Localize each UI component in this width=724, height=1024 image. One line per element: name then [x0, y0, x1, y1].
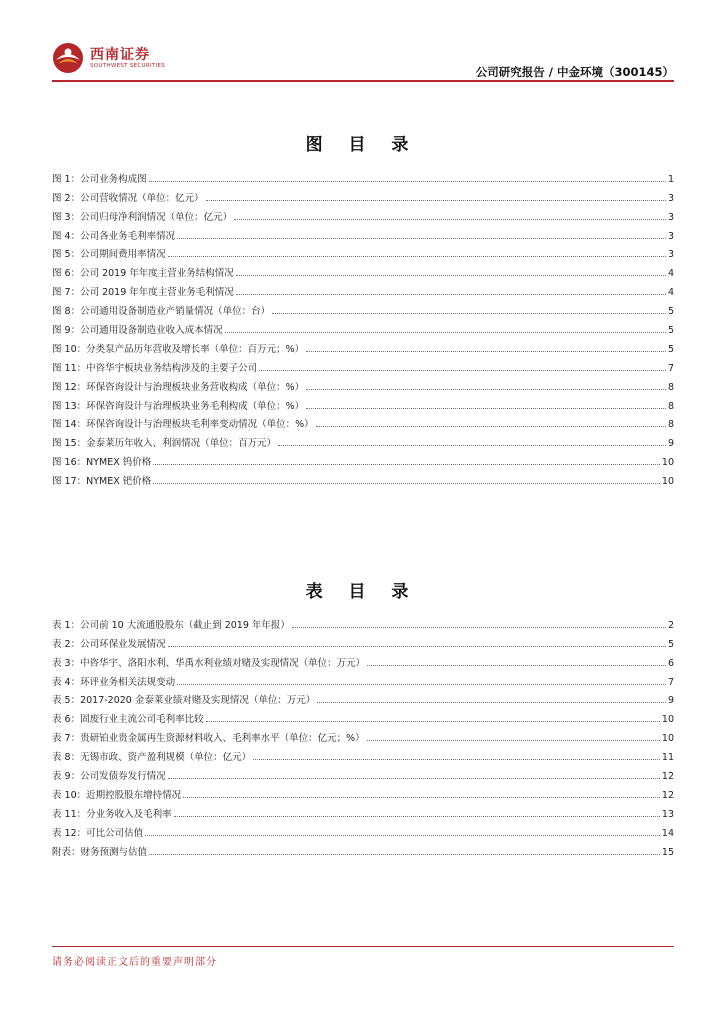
toc-entry[interactable]	[52, 449, 674, 468]
toc-leader-dots	[236, 274, 666, 276]
toc-entry[interactable]	[52, 706, 674, 725]
toc-leader-dots	[236, 293, 666, 295]
toc-leader-dots	[306, 407, 666, 409]
toc-leader-dots	[149, 853, 660, 855]
toc-entry-page: 9	[667, 438, 674, 450]
toc-entry[interactable]	[52, 669, 674, 688]
toc-entry-page: 10	[661, 733, 674, 745]
footer-disclaimer: 请务必阅读正文后的重要声明部分	[52, 957, 217, 968]
toc-entry[interactable]	[52, 839, 674, 858]
toc-entry[interactable]	[52, 317, 674, 336]
toc-entry[interactable]	[52, 820, 674, 839]
tables-toc-list	[52, 612, 674, 858]
toc-leader-dots	[316, 425, 666, 427]
toc-entry[interactable]	[52, 688, 674, 707]
toc-leader-dots	[145, 834, 660, 836]
figures-toc-title: 图 目 录	[305, 135, 419, 155]
toc-entry-page: 3	[667, 230, 674, 242]
toc-entry-page: 7	[667, 362, 674, 374]
toc-entry-label: 图 12：环保咨询设计与治理板块业务营收构成（单位：%）	[52, 381, 305, 393]
toc-leader-dots	[367, 664, 666, 666]
toc-entry[interactable]	[52, 260, 674, 279]
toc-entry[interactable]	[52, 412, 674, 431]
toc-leader-dots	[317, 701, 666, 703]
toc-entry-page: 3	[667, 211, 674, 223]
toc-entry-label: 图 8：公司通用设备制造业产销量情况（单位：台）	[52, 306, 271, 318]
toc-entry[interactable]	[52, 279, 674, 298]
footer-divider	[52, 946, 674, 947]
toc-entry-page: 8	[667, 381, 674, 393]
toc-entry-label: 表 2：公司环保业发展情况	[52, 638, 166, 650]
toc-entry[interactable]	[52, 242, 674, 261]
toc-leader-dots	[234, 218, 666, 220]
toc-entry-page: 10	[661, 714, 674, 726]
toc-entry-label: 图 6：公司 2019 年年度主营业务结构情况	[52, 268, 234, 280]
toc-entry[interactable]	[52, 204, 674, 223]
toc-leader-dots	[225, 331, 666, 333]
toc-entry-label: 图 5：公司期间费用率情况	[52, 249, 166, 261]
toc-entry-label: 图 4：公司各业务毛利率情况	[52, 230, 176, 242]
toc-entry-label: 图 9：公司通用设备制造业收入成本情况	[52, 325, 223, 337]
toc-entry[interactable]	[52, 430, 674, 449]
toc-entry[interactable]	[52, 744, 674, 763]
toc-entry-label: 表 7：贵研铂业贵金属再生资源材料收入、毛利率水平（单位：亿元；%）	[52, 733, 365, 745]
toc-entry-label: 表 6：固废行业主流公司毛利率比较	[52, 714, 204, 726]
report-title: 公司研究报告 / 中金环境（300145）	[475, 65, 674, 79]
toc-entry-label: 表 9：公司发债券发行情况	[52, 771, 166, 783]
toc-entry-page: 7	[667, 676, 674, 688]
toc-entry-label: 表 12：可比公司估值	[52, 827, 144, 839]
toc-leader-dots	[168, 255, 666, 257]
toc-leader-dots	[367, 739, 660, 741]
toc-entry-label: 图 17：NYMEX 钯价格	[52, 476, 152, 488]
toc-leader-dots	[183, 796, 660, 798]
toc-entry-page: 10	[661, 457, 674, 469]
toc-entry[interactable]	[52, 336, 674, 355]
toc-entry-page: 11	[661, 752, 674, 764]
toc-leader-dots	[168, 645, 666, 647]
toc-entry[interactable]	[52, 185, 674, 204]
toc-leader-dots	[153, 463, 660, 465]
page-header	[52, 40, 674, 82]
toc-leader-dots	[306, 350, 666, 352]
company-logo	[52, 40, 212, 76]
toc-leader-dots	[292, 626, 666, 628]
toc-leader-dots	[278, 444, 666, 446]
toc-entry[interactable]	[52, 223, 674, 242]
toc-entry[interactable]	[52, 650, 674, 669]
toc-entry-page: 4	[667, 287, 674, 299]
logo-english-name: SOUTHWEST SECURITIES	[90, 63, 166, 69]
toc-entry-label: 图 11：中咨华宇板块业务结构涉及的主要子公司	[52, 362, 258, 374]
toc-entry-page: 3	[667, 249, 674, 261]
toc-entry-page: 5	[667, 306, 674, 318]
toc-entry-label: 表 4：环评业务相关法规变动	[52, 676, 176, 688]
toc-leader-dots	[153, 482, 660, 484]
toc-leader-dots	[206, 199, 666, 201]
toc-entry-label: 图 15：金泰莱历年收入、利润情况（单位：百万元）	[52, 438, 277, 450]
logo-icon	[52, 42, 84, 74]
toc-entry-page: 12	[661, 771, 674, 783]
toc-entry[interactable]	[52, 355, 674, 374]
toc-entry-label: 表 5：2017-2020 金泰莱业绩对赌及实现情况（单位：万元）	[52, 695, 316, 707]
toc-leader-dots	[259, 369, 666, 371]
toc-entry-page: 3	[667, 192, 674, 204]
toc-entry-label: 图 3：公司归母净利润情况（单位：亿元）	[52, 211, 233, 223]
toc-entry-label: 表 10：近期控股股东增持情况	[52, 789, 182, 801]
toc-entry-page: 12	[661, 789, 674, 801]
toc-entry-page: 2	[667, 619, 674, 631]
toc-leader-dots	[177, 683, 666, 685]
toc-leader-dots	[168, 777, 660, 779]
toc-entry-label: 图 16：NYMEX 钨价格	[52, 457, 152, 469]
tables-toc-title: 表 目 录	[305, 582, 419, 602]
toc-entry[interactable]	[52, 374, 674, 393]
toc-entry-label: 图 1：公司业务构成图	[52, 173, 147, 185]
toc-entry-page: 5	[667, 343, 674, 355]
toc-entry[interactable]	[52, 801, 674, 820]
toc-entry-page: 6	[667, 657, 674, 669]
toc-entry-page: 5	[667, 638, 674, 650]
toc-entry-label: 表 8：无锡市政、资产盈利规模（单位：亿元）	[52, 752, 252, 764]
toc-leader-dots	[206, 720, 660, 722]
toc-entry-label: 表 1：公司前 10 大流通股股东（截止到 2019 年年报）	[52, 619, 290, 631]
toc-entry-page: 1	[667, 173, 674, 185]
toc-entry-label: 表 3：中咨华宇、洛阳水利、华禹水利业绩对赌及实现情况（单位：万元）	[52, 657, 366, 669]
toc-entry-label: 图 2：公司营收情况（单位：亿元）	[52, 192, 204, 204]
toc-leader-dots	[149, 180, 666, 182]
toc-leader-dots	[174, 815, 660, 817]
toc-entry[interactable]	[52, 612, 674, 631]
toc-entry-page: 8	[667, 419, 674, 431]
toc-entry[interactable]	[52, 782, 674, 801]
header-divider	[52, 80, 674, 82]
toc-entry[interactable]	[52, 468, 674, 487]
figures-toc-list	[52, 166, 674, 487]
toc-entry-page: 13	[661, 808, 674, 820]
toc-leader-dots	[253, 758, 660, 760]
logo-chinese-name: 西南证券	[90, 47, 150, 63]
toc-entry-page: 10	[661, 476, 674, 488]
toc-entry[interactable]	[52, 631, 674, 650]
toc-entry-label: 图 13：环保咨询设计与治理板块业务毛利构成（单位：%）	[52, 400, 305, 412]
toc-entry-label: 图 10：分类泵产品历年营收及增长率（单位：百万元；%）	[52, 343, 305, 355]
toc-entry-page: 4	[667, 268, 674, 280]
toc-entry[interactable]	[52, 393, 674, 412]
toc-entry-page: 9	[667, 695, 674, 707]
toc-entry-label: 表 11：分业务收入及毛利率	[52, 808, 172, 820]
toc-entry-label: 图 7：公司 2019 年年度主营业务毛利情况	[52, 287, 234, 299]
toc-entry[interactable]	[52, 166, 674, 185]
toc-entry[interactable]	[52, 298, 674, 317]
toc-entry-page: 14	[661, 827, 674, 839]
toc-entry-page: 15	[661, 846, 674, 858]
toc-entry[interactable]	[52, 763, 674, 782]
toc-entry-page: 5	[667, 325, 674, 337]
toc-leader-dots	[272, 312, 666, 314]
toc-entry[interactable]	[52, 725, 674, 744]
toc-entry-page: 8	[667, 400, 674, 412]
toc-entry-label: 图 14：环保咨询设计与治理板块毛利率变动情况（单位：%）	[52, 419, 314, 431]
toc-leader-dots	[306, 388, 666, 390]
toc-leader-dots	[177, 237, 666, 239]
toc-entry-label: 附表：财务预测与估值	[52, 846, 148, 858]
